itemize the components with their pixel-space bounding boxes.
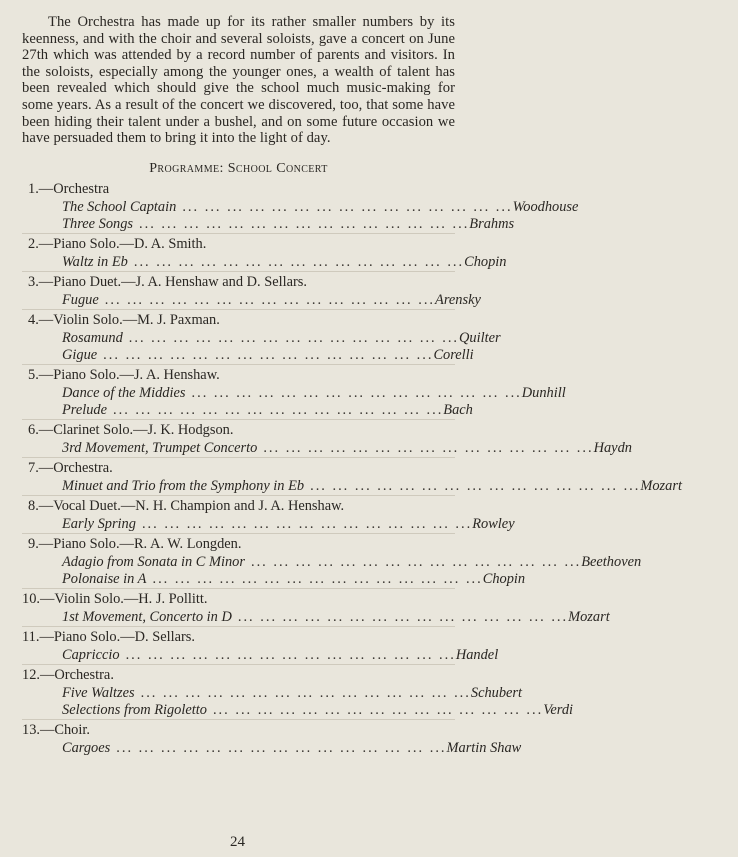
work-title: Rosamund xyxy=(62,329,123,346)
work-title: Selections from Rigoletto xyxy=(62,701,207,718)
work-row xyxy=(22,346,474,364)
item-heading-text: —Violin Solo.—H. J. Pollitt. xyxy=(40,590,208,607)
work-title: Five Waltzes xyxy=(62,684,135,701)
work-row xyxy=(22,684,523,702)
programme-item xyxy=(22,419,632,457)
programme-item xyxy=(22,588,610,626)
work-composer: Mozart xyxy=(568,608,610,625)
leader-dots: ... ... ... ... ... ... ... ... ... ... ... ... ... ... ... xyxy=(250,553,582,570)
work-title: Minuet and Trio from the Symphony in Eb xyxy=(62,477,305,494)
leader-dots: ... ... ... ... ... ... ... ... ... ... ... ... ... ... ... xyxy=(237,608,569,625)
work-title: Fugue xyxy=(62,291,99,308)
programme-item-heading xyxy=(22,628,455,647)
work-title: Early Spring xyxy=(62,515,136,532)
programme-item xyxy=(22,495,515,533)
programme-item xyxy=(22,457,682,495)
work-title: Capriccio xyxy=(62,646,120,663)
work-title: Polonaise in A xyxy=(62,570,147,587)
programme-item xyxy=(22,364,566,419)
work-row xyxy=(22,215,515,233)
work-title: 1st Movement, Concerto in D xyxy=(62,608,232,625)
programme-title: Programme: School Concert xyxy=(149,160,328,176)
leader-dots: ... ... ... ... ... ... ... ... ... ... ... ... ... ... ... xyxy=(116,739,447,756)
work-row xyxy=(22,701,574,719)
item-number: 11. xyxy=(22,628,40,645)
leader-dots: ... ... ... ... ... ... ... ... ... ... ... ... ... ... ... xyxy=(133,253,465,270)
work-row xyxy=(22,739,522,757)
programme-item-heading xyxy=(22,235,455,254)
page-number: 24 xyxy=(230,834,245,850)
work-title: Cargoes xyxy=(62,739,111,756)
programme-item xyxy=(22,309,501,364)
item-number: 5. xyxy=(28,366,39,383)
leader-dots: ... ... ... ... ... ... ... ... ... ... ... ... ... ... ... xyxy=(263,439,594,456)
item-heading-text: —Choir. xyxy=(40,721,90,738)
work-composer: Chopin xyxy=(464,253,507,270)
leader-dots: ... ... ... ... ... ... ... ... ... ... ... ... ... ... ... xyxy=(103,346,434,363)
work-row xyxy=(22,477,682,495)
programme-item-heading xyxy=(22,590,455,609)
work-composer: Martin Shaw xyxy=(446,739,522,756)
work-title: Adagio from Sonata in C Minor xyxy=(62,553,245,570)
work-title: Gigue xyxy=(62,346,98,363)
work-row xyxy=(22,291,481,309)
item-heading-text: —Piano Solo.—J. A. Henshaw. xyxy=(38,366,220,383)
work-composer: Corelli xyxy=(433,346,474,363)
item-number: 8. xyxy=(28,497,39,514)
work-composer: Mozart xyxy=(640,477,682,494)
leader-dots: ... ... ... ... ... ... ... ... ... ... ... ... ... ... ... xyxy=(128,329,460,346)
work-row xyxy=(22,570,526,588)
item-heading-text: —Piano Duet.—J. A. Henshaw and D. Sellars. xyxy=(38,273,307,290)
leader-dots: ... ... ... ... ... ... ... ... ... ... ... ... ... ... ... xyxy=(139,215,470,232)
work-composer: Arensky xyxy=(435,291,481,308)
item-number: 10. xyxy=(22,590,40,607)
work-composer: Rowley xyxy=(472,515,515,532)
programme-item-heading xyxy=(22,421,455,440)
leader-dots: ... ... ... ... ... ... ... ... ... ... ... ... ... ... ... xyxy=(104,291,436,308)
programme-item-heading xyxy=(22,666,455,685)
programme-item-heading xyxy=(22,273,455,292)
leader-dots: ... ... ... ... ... ... ... ... ... ... ... ... ... ... ... xyxy=(310,477,641,494)
work-title: Prelude xyxy=(62,401,108,418)
programme-item-heading xyxy=(22,311,455,330)
programme-list xyxy=(22,180,682,757)
item-number: 4. xyxy=(28,311,39,328)
work-row xyxy=(22,553,642,571)
work-row xyxy=(22,198,579,216)
programme-item-heading xyxy=(22,180,455,199)
work-composer: Verdi xyxy=(543,701,574,718)
item-number: 13. xyxy=(22,721,40,738)
work-composer: Chopin xyxy=(482,570,526,587)
work-composer: Bach xyxy=(443,401,473,418)
work-title: Waltz in Eb xyxy=(62,253,128,270)
programme-item xyxy=(22,271,481,309)
programme-item xyxy=(22,664,574,719)
work-title: 3rd Movement, Trumpet Concerto xyxy=(62,439,258,456)
leader-dots: ... ... ... ... ... ... ... ... ... ... ... ... ... ... ... xyxy=(141,515,473,532)
work-composer: Schubert xyxy=(470,684,523,701)
work-composer: Dunhill xyxy=(521,384,566,401)
item-heading-text: —Orchestra. xyxy=(40,666,114,683)
item-heading-text: —Violin Solo.—M. J. Paxman. xyxy=(38,311,220,328)
programme-item xyxy=(22,719,522,757)
programme-item xyxy=(22,626,499,664)
leader-dots: ... ... ... ... ... ... ... ... ... ... ... ... ... ... ... xyxy=(212,701,544,718)
work-row xyxy=(22,253,507,271)
programme-item-heading xyxy=(22,535,455,554)
leader-dots: ... ... ... ... ... ... ... ... ... ... ... ... ... ... ... xyxy=(152,570,483,587)
item-heading-text: —Clarinet Solo.—J. K. Hodgson. xyxy=(38,421,234,438)
programme-item-heading xyxy=(22,721,455,740)
work-composer: Woodhouse xyxy=(512,198,579,215)
work-row xyxy=(22,646,499,664)
item-number: 6. xyxy=(28,421,39,438)
leader-dots: ... ... ... ... ... ... ... ... ... ... ... ... ... ... ... xyxy=(182,198,513,215)
leader-dots: ... ... ... ... ... ... ... ... ... ... ... ... ... ... ... xyxy=(125,646,456,663)
programme-item xyxy=(22,533,642,588)
programme-item xyxy=(22,233,507,271)
item-heading-text: —Orchestra. xyxy=(38,459,113,476)
work-composer: Haydn xyxy=(593,439,632,456)
programme-item xyxy=(22,180,579,233)
item-heading-text: —Orchestra xyxy=(38,180,110,197)
item-number: 7. xyxy=(28,459,39,476)
item-heading-text: —Vocal Duet.—N. H. Champion and J. A. Henshaw. xyxy=(38,497,345,514)
programme-item-heading xyxy=(22,366,455,385)
item-number: 2. xyxy=(28,235,39,252)
programme-item-heading xyxy=(22,497,455,516)
work-composer: Brahms xyxy=(469,215,515,232)
work-row xyxy=(22,329,501,347)
work-title: The School Captain xyxy=(62,198,177,215)
item-number: 12. xyxy=(22,666,40,683)
leader-dots: ... ... ... ... ... ... ... ... ... ... ... ... ... ... ... xyxy=(113,401,444,418)
item-heading-text: —Piano Solo.—D. A. Smith. xyxy=(38,235,207,252)
programme-item-heading xyxy=(22,459,455,478)
leader-dots: ... ... ... ... ... ... ... ... ... ... ... ... ... ... ... xyxy=(140,684,471,701)
item-number: 1. xyxy=(28,180,39,197)
work-composer: Quilter xyxy=(459,329,501,346)
intro-paragraph: The Orchestra has made up for its rather smaller numbers by its keenness, and with the choir and several soloists, gave a concert on June 27th which was attended by a record number of parents and visitors. In the soloists, especially among the younger ones, a wealth of talent has been revealed which should give the school much music-making for some years. As a result of the concert we discovered, too, that some have been hiding their talent under a bushel, and on some future occasion we have persuaded them to bring it into the light of day. xyxy=(22,14,455,147)
work-row xyxy=(22,401,473,419)
work-row xyxy=(22,608,610,626)
work-title: Dance of the Middies xyxy=(62,384,186,401)
item-number: 3. xyxy=(28,273,39,290)
work-row xyxy=(22,439,632,457)
work-title: Three Songs xyxy=(62,215,134,232)
work-composer: Handel xyxy=(455,646,499,663)
work-row xyxy=(22,515,515,533)
item-heading-text: —Piano Solo.—D. Sellars. xyxy=(39,628,195,645)
item-heading-text: —Piano Solo.—R. A. W. Longden. xyxy=(38,535,242,552)
work-row xyxy=(22,384,566,402)
work-composer: Beethoven xyxy=(581,553,642,570)
item-number: 9. xyxy=(28,535,39,552)
leader-dots: ... ... ... ... ... ... ... ... ... ... ... ... ... ... ... xyxy=(191,384,522,401)
